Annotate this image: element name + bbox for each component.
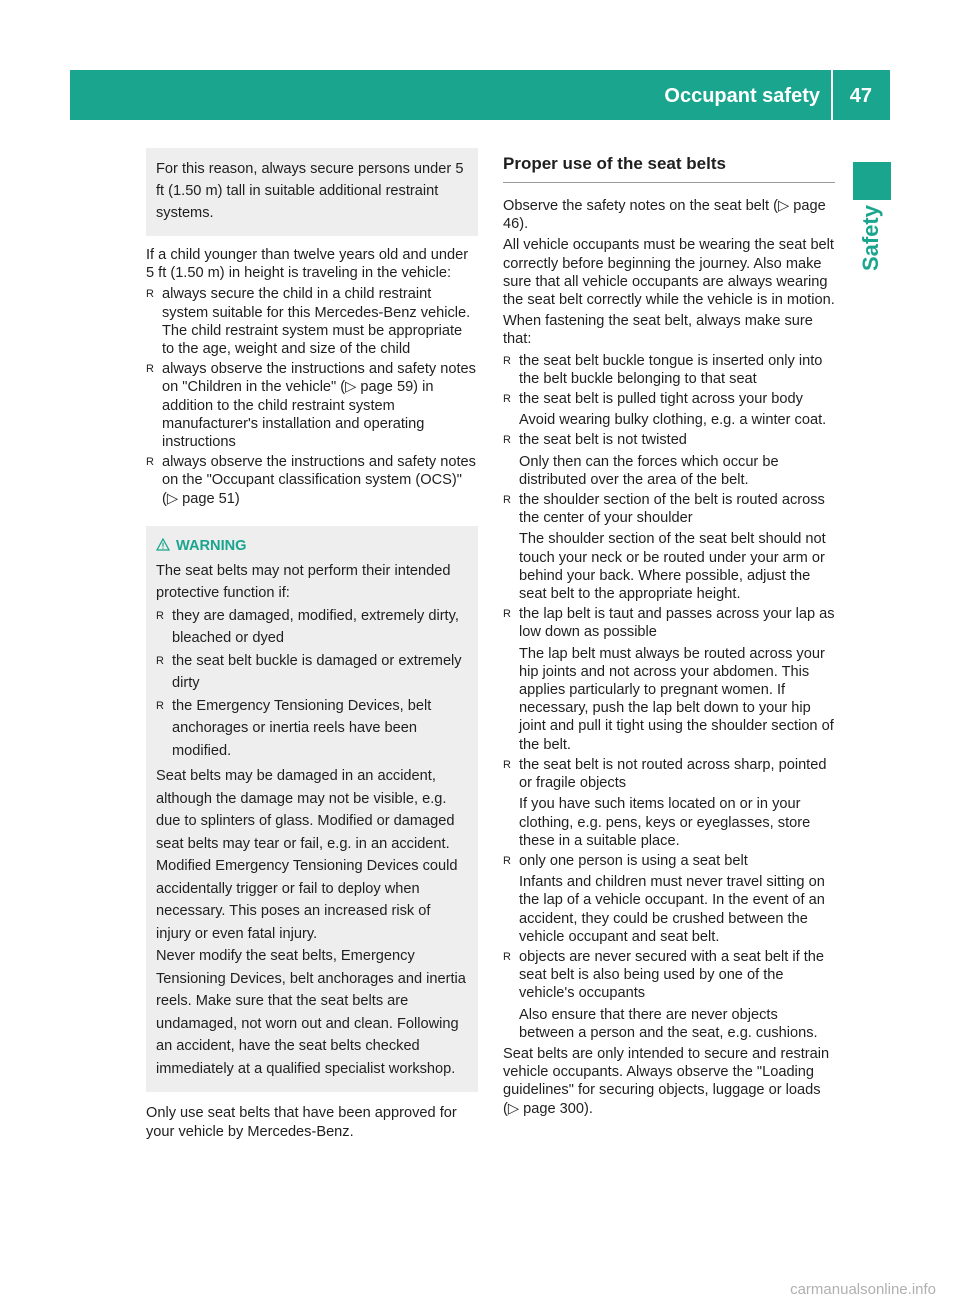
list-item: R the Emergency Tensioning Devices, belt anchorages or inertia reels have been modified. bbox=[156, 695, 468, 763]
warning-box bbox=[146, 526, 478, 1093]
chapter-tab-marker bbox=[853, 162, 891, 200]
paragraph: All vehicle occupants must be wearing the seat belt correctly before beginning the journey. Also make sure that all vehicle occupants are always wearing the seat belt correctly while the vehicle is in motion. bbox=[503, 237, 835, 309]
page-number: 47 bbox=[849, 85, 872, 107]
bullet-r-icon: R bbox=[503, 393, 511, 406]
seat-belt-bullets bbox=[503, 352, 835, 1042]
list-item: R the seat belt buckle is damaged or extremely dirty bbox=[156, 650, 468, 695]
bullet-r-icon: R bbox=[156, 654, 164, 667]
list-item: R the seat belt is not routed across sharp, pointed or fragile objects If you have such items located on or in your clothing, e.g. pens, keys or eyeglasses, store these in a suitable place. bbox=[503, 756, 827, 849]
chapter-tab-label bbox=[852, 205, 892, 365]
intro-paragraph: If a child younger than twelve years old and under 5 ft (1.50 m) in height is traveling in the vehicle: bbox=[146, 247, 469, 282]
section-title: Occupant safety bbox=[664, 85, 820, 107]
list-item: R always secure the child in a child restraint system suitable for this Mercedes-Benz vehicle. The child restraint system must be appropriate to the age, weight and size of the child bbox=[146, 286, 471, 358]
bullet-r-icon: R bbox=[146, 363, 154, 376]
list-item: R only one person is using a seat belt Infants and children must never travel sitting on the lap of a vehicle occupant. In the event of an accident, they could be crushed between the vehicle occupant and seat belt. bbox=[503, 852, 825, 945]
bullet-r-icon: R bbox=[503, 950, 511, 963]
header-divider bbox=[831, 70, 833, 120]
list-item: R always observe the instructions and safety notes on "Children in the vehicle" (▷ page 59) in addition to the child restraint system manufacturer's installation and operating instructions bbox=[146, 361, 476, 451]
paragraph: Observe the safety notes on the seat belt (▷ page 46). bbox=[503, 198, 826, 233]
child-bullets bbox=[146, 285, 478, 507]
bullet-r-icon: R bbox=[503, 494, 511, 507]
list-item: R the lap belt is taut and passes across your lap as low down as possible The lap belt must always be routed across your hip joints and not across your abdomen. This applies particularly to pregnant women. If necessary, push the lap belt down to your hip joint and pull it tight using the shoulder section of the belt. bbox=[503, 606, 835, 753]
warning-bullets bbox=[156, 605, 468, 763]
list-item: R they are damaged, modified, extremely dirty, bleached or dyed bbox=[156, 605, 468, 650]
warning-heading bbox=[156, 536, 468, 556]
bullet-r-icon: R bbox=[503, 434, 511, 447]
chapter-label-text: Safety bbox=[858, 205, 883, 272]
watermark: carmanualsonline.info bbox=[790, 1281, 936, 1298]
warning-title: WARNING bbox=[176, 537, 247, 554]
bullet-r-icon: R bbox=[156, 609, 164, 622]
paragraph: When fastening the seat belt, always make sure that: bbox=[503, 313, 813, 348]
list-item: R the seat belt is not twisted Only then can the forces which occur be distributed over the area of the belt. bbox=[503, 432, 779, 488]
bullet-r-icon: R bbox=[503, 758, 511, 771]
bullet-r-icon: R bbox=[146, 288, 154, 301]
list-item: R the seat belt buckle tongue is inserted only into the belt buckle belonging to that seat bbox=[503, 352, 823, 387]
warning-triangle-icon bbox=[156, 538, 170, 551]
bullet-r-icon: R bbox=[146, 456, 154, 469]
page-header bbox=[70, 70, 890, 120]
info-note bbox=[146, 148, 478, 236]
right-column bbox=[503, 148, 835, 1121]
bullet-r-icon: R bbox=[503, 354, 511, 367]
list-item: R the seat belt is pulled tight across your body Avoid wearing bulky clothing, e.g. a winter coat. bbox=[503, 391, 827, 429]
list-item: R objects are never secured with a seat belt if the seat belt is also being used by one of the vehicle's occupants Also ensure that there are never objects between a person and the seat, e.g. cushions. bbox=[503, 948, 825, 1041]
warning-paragraph: Seat belts may be damaged in an accident, although the damage may not be visible, e.g. due to splinters of glass. Modified or damaged seat belts may tear or fail, e.g. in an accident. Modified Emergency Tensioning Devices could accidentally trigger or fail to deploy when necessary. This poses an increased risk of injury or even fatal injury. bbox=[156, 768, 458, 942]
section-heading: Proper use of the seat belts bbox=[503, 148, 835, 183]
outro-paragraph: Seat belts are only intended to secure and restrain vehicle occupants. Always observe the "Loading guidelines" for securing objects, luggage or loads (▷ page 300). bbox=[503, 1045, 830, 1117]
list-item: R always observe the instructions and safety notes on the "Occupant classification system (OCS)" (▷ page 51) bbox=[146, 454, 476, 507]
bullet-r-icon: R bbox=[503, 854, 511, 867]
list-item: R the shoulder section of the belt is routed across the center of your shoulder The shoulder section of the seat belt should not touch your neck or be routed under your arm or behind your back. Where possible, adjust the seat belt to the appropriate height. bbox=[503, 492, 826, 603]
left-column bbox=[146, 148, 478, 1144]
bullet-r-icon: R bbox=[156, 699, 164, 712]
bullet-r-icon: R bbox=[503, 608, 511, 621]
outro-paragraph: Only use seat belts that have been approved for your vehicle by Mercedes-Benz. bbox=[146, 1105, 457, 1140]
warning-intro: The seat belts may not perform their intended protective function if: bbox=[156, 562, 451, 602]
note-text: For this reason, always secure persons under 5 ft (1.50 m) tall in suitable additional restraint systems. bbox=[156, 161, 464, 221]
warning-paragraph: Never modify the seat belts, Emergency Tensioning Devices, belt anchorages and inertia reels. Make sure that the seat belts are undamaged, not worn out and clean. Following an accident, have the seat belts checked immediately at a qualified specialist workshop. bbox=[156, 948, 466, 1077]
